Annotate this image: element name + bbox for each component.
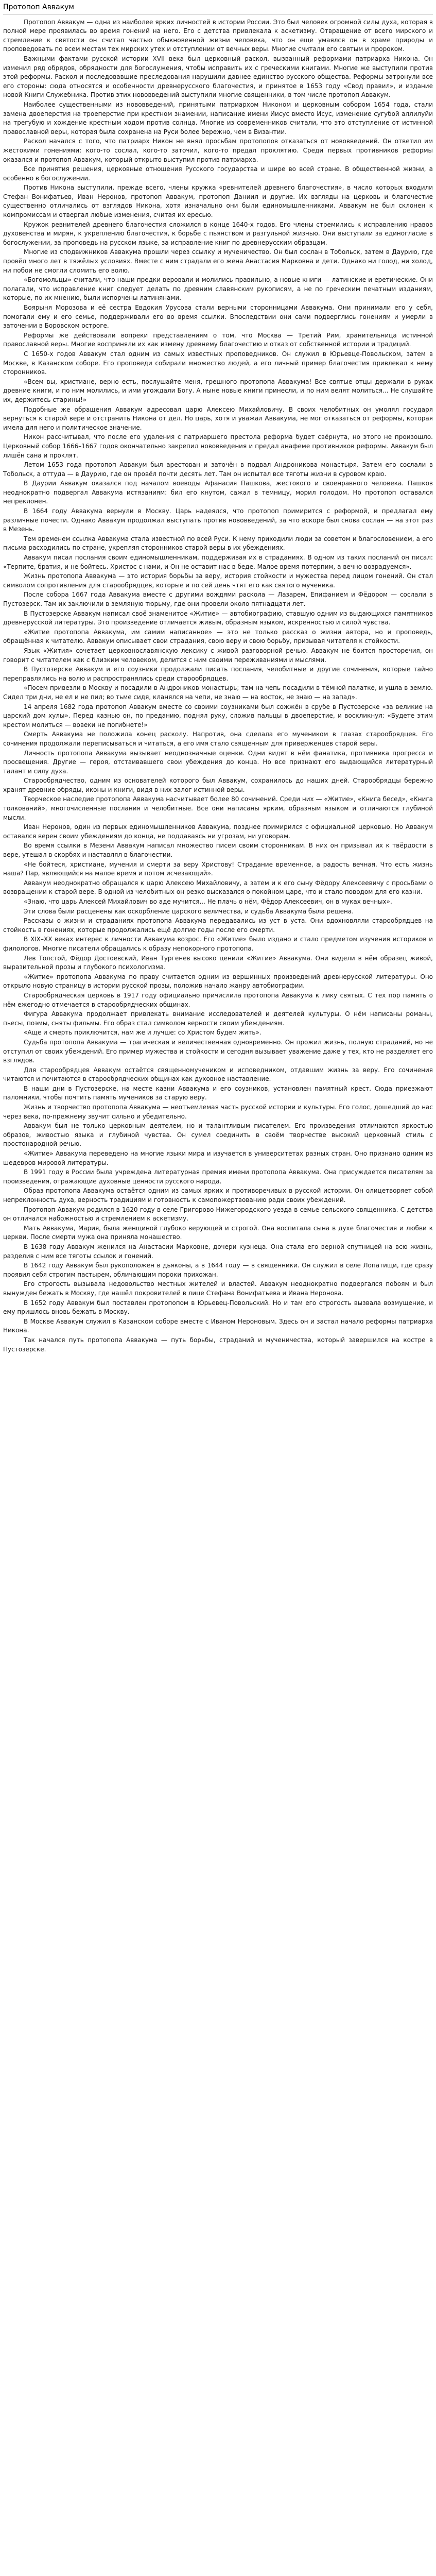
paragraph: Протопоп Аввакум — одна из наиболее ярких личностей в истории России. Это был человек огромной силы духа, которая в полной мере проявилась во время гонений на него. Его с детства привлекала к аскетизму. Отвращение от всего мирского и стремление к святости он считал частью обыкновенной жизни человека, что он еще умаялся он в храме природы и проповедовать по всем местам тех мирских утех и отступлении от вечных веры. Многие считали его святым и пророком. bbox=[3, 18, 433, 53]
paragraph: В наши дни в Пустозерске, на месте казни Аввакума и его соузников, установлен памятный крест. Сюда приезжают паломники, чтобы почтить память мучеников за старую веру. bbox=[3, 1084, 433, 1101]
page-title: Протопоп Аввакум bbox=[3, 3, 433, 15]
paragraph: В 1664 году Аввакума вернули в Москву. Царь надеялся, что протопоп примирится с реформой, и предлагал ему различные почести. Однако Аввакум продолжал выступать против нововведений, за что вскоре был снова сослан — на этот раз в Мезень. bbox=[3, 507, 433, 533]
paragraph: Судьба протопопа Аввакума — трагическая и величественная одновременно. Он прожил жизнь, полную страданий, но не отступил от своих убеждений. Его пример мужества и стойкости и сегодня вызывает уважение даже у тех, кто не разделяет его взглядов. bbox=[3, 1038, 433, 1064]
paragraph: Все принятия решения, церковные отношения Русского государства и шире во всей стране. В общественной жизни, а особенно в богослужении. bbox=[3, 165, 433, 182]
paragraph: Реформы же действовали вопреки представлениям о том, что Москва — Третий Рим, хранительница истинной православной веры. Многие восприняли их как измену древнему благочестию и отказ от собственной истории и традиций. bbox=[3, 331, 433, 348]
paragraph: После собора 1667 года Аввакума вместе с другими вождями раскола — Лазарем, Епифанием и Фёдором — сослали в Пустозерск. Там их заключили в земляную тюрьму, где они провели около пятнадцати лет. bbox=[3, 591, 433, 607]
paragraph: Жизнь и творчество протопопа Аввакума — неотъемлемая часть русской истории и культуры. Его голос, дошедший до нас через века, по-прежнему звучит сильно и убедительно. bbox=[3, 1104, 433, 1120]
paragraph: С 1650-х годов Аввакум стал одним из самых известных проповедников. Он служил в Юрьевце-Повольском, затем в Москве, в Казанском соборе. Его проповеди собирали множество людей, а его личный пример благочестия привлекал к нему сторонников. bbox=[3, 350, 433, 376]
paragraph: Иван Неронов, один из первых единомышленников Аввакума, позднее примирился с официальной церковью. Но Аввакум оставался верен своим убеждениям до конца, не поддаваясь ни угрозам, ни уговорам. bbox=[3, 823, 433, 840]
paragraph: Аввакум был не только церковным деятелем, но и талантливым писателем. Его произведения отличаются яркостью образов, живостью языка и глубиной чувства. Он сумел соединить в своём творчестве высокий церковный стиль с простонародной речью. bbox=[3, 1122, 433, 1148]
paragraph: В 1642 году Аввакум был рукоположен в дьяконы, а в 1644 году — в священники. Он служил в селе Лопатищи, где сразу проявил себя строгим пастырем, обличающим пороки прихожан. bbox=[3, 1262, 433, 1278]
paragraph: Старообрядчество, одним из основателей которого был Аввакум, сохранилось до наших дней. Старообрядцы бережно хранят древние обряды, иконы и книги, видя в них залог истинной веры. bbox=[3, 777, 433, 793]
paragraph: Никон рассчитывал, что после его удаления с патриаршего престола реформа будет свёрнута, но этого не произошло. Церковный собор 1666–1667 годов окончательно закрепил нововведения и предал анафеме противников реформы. Аввакум был лишён сана и проклят. bbox=[3, 433, 433, 459]
paragraph: Старообрядческая церковь в 1917 году официально причислила протопопа Аввакума к лику святых. С тех пор память о нём ежегодно отмечается в старообрядческих общинах. bbox=[3, 991, 433, 1008]
paragraph: Аввакум писал послания своим единомышленникам, поддерживая их в страданиях. В одном из таких посланий он писал: «Терпите, братия, и не бойтесь. Христос с нами, и Он не оставит нас в беде. Малое время потерпим, а вечно возрадуемся». bbox=[3, 554, 433, 570]
paragraph: Рассказы о жизни и страданиях протопопа Аввакума передавались из уст в уста. Они вдохновляли старообрядцев на стойкость в гонениях, которые продолжались ещё долгие годы после его смерти. bbox=[3, 917, 433, 934]
paragraph: Для старообрядцев Аввакум остаётся священномучеником и исповедником, отдавшим жизнь за веру. Его сочинения читаются и почитаются в старообрядческих общинах как духовное наставление. bbox=[3, 1066, 433, 1083]
document-body bbox=[3, 18, 433, 1354]
paragraph: Фигура Аввакума продолжает привлекать внимание исследователей и деятелей культуры. О нём написаны романы, пьесы, поэмы, сняты фильмы. Его образ стал символом верности своим убеждениям. bbox=[3, 1010, 433, 1027]
paragraph: Личность протопопа Аввакума вызывает неоднозначные оценки. Одни видят в нём фанатика, противника прогресса и просвещения. Другие — героя, отстаивавшего свои убеждения до конца. Но все признают его выдающийся литературный талант и силу духа. bbox=[3, 749, 433, 775]
paragraph: Кружок ревнителей древнего благочестия сложился в конце 1640-х годов. Его члены стремились к исправлению нравов духовенства и мирян, к укреплению благочестия, к борьбе с пьянством и разгульной жизнью. Они выступали за единогласие в богослужении, за проповедь на русском языке, за исправление книг по древнерусским образцам. bbox=[3, 221, 433, 246]
paragraph: Мать Аввакума, Мария, была женщиной глубоко верующей и строгой. Она воспитала сына в духе благочестия и любви к церкви. После смерти мужа она приняла монашество. bbox=[3, 1224, 433, 1241]
paragraph: Протопоп Аввакум родился в 1620 году в селе Григорово Нижегородского уезда в семье сельского священника. С детства он отличался набожностью и стремлением к аскетизму. bbox=[3, 1206, 433, 1223]
paragraph: В Даурии Аввакум оказался под началом воеводы Афанасия Пашкова, жестокого и своенравного человека. Пашков неоднократно подвергал Аввакума истязаниям: бил его кнутом, сажал в темницу, морил голодом. Но протопоп оставался непреклонен. bbox=[3, 480, 433, 505]
paragraph: Аввакум неоднократно обращался к царю Алексею Михайловичу, а затем и к его сыну Фёдору Алексеевичу с просьбами о возвращении к старой вере. В одной из челобитных он резко высказался о покойном царе, что и стало поводом для его казни. bbox=[3, 879, 433, 896]
paragraph: «Богомольцы» считали, что наши предки веровали и молились правильно, а новые книги — латинские и еретические. Они полагали, что исправление книг следует делать по древним славянским рукописям, а не по греческим печатным изданиям, которые, по их мнению, были испорчены латинянами. bbox=[3, 276, 433, 302]
paragraph: Образ протопопа Аввакума остаётся одним из самых ярких и противоречивых в русской истории. Он олицетворяет собой непреклонность духа, верность традициям и готовность к самопожертвованию ради своих убеждений. bbox=[3, 1187, 433, 1204]
paragraph: Во время ссылки в Мезени Аввакум написал множество писем своим сторонникам. В них он призывал их к твёрдости в вере, утешал в скорбях и наставлял в благочестии. bbox=[3, 842, 433, 859]
paragraph: «Всем вы, христиане, верно есть, послушайте меня, грешного протопопа Аввакума! Все святые отцы держали в руках древние книги, и по ним молились, и ими угождали Богу. А ныне новые книги принесли, и по ним велят молиться... Не слушайте их, держитесь старины!» bbox=[3, 378, 433, 403]
paragraph: «Житие» протопопа Аввакума по праву считается одним из вершинных произведений древнерусской литературы. Оно открыло новую страницу в истории русской прозы, положив начало жанру автобиографии. bbox=[3, 973, 433, 990]
paragraph: Его строгость вызывала недовольство местных жителей и властей. Аввакум неоднократно подвергался побоям и был вынужден бежать в Москву, где нашёл покровителей в лице Стефана Вонифатьева и Ивана Неронова. bbox=[3, 1280, 433, 1297]
paragraph: В Пустозерске Аввакум и его соузники продолжали писать послания, челобитные и другие сочинения, которые тайно переправлялись на волю и распространялись среди старообрядцев. bbox=[3, 666, 433, 682]
paragraph: Многие из сподвижников Аввакума прошли через ссылку и мученичество. Он был сослан в Тобольск, затем в Даурию, где провёл много лет в тяжёлых условиях. Вместе с ним страдали его жена Анастасия Марковна и дети. Однако ни голод, ни холод, ни побои не смогли сломить его волю. bbox=[3, 248, 433, 274]
paragraph: «Посем привезли в Москву и посадили в Андроников монастырь; там на чепь посадили в тёмной палатке, и ушла в землю. Сидел три дни, не ел и не пил; во тьме сидя, кланялся на чепи, не знаю — на восток, не знаю — на запад». bbox=[3, 684, 433, 701]
paragraph: Тем временем ссылка Аввакума стала известной по всей Руси. К нему приходили люди за советом и благословением, а его письма расходились по стране, укрепляя сторонников старой веры в их убеждениях. bbox=[3, 535, 433, 552]
paragraph: Против Никона выступили, прежде всего, члены кружка «ревнителей древнего благочестия», в число которых входили Стефан Вонифатьев, Иван Неронов, протопоп Аввакум, протопоп Даниил и другие. Их взгляды на церковь и благочестие существенно отличались от взглядов Никона, хотя изначально они были единомышленниками. Аввакум не был склонен к компромиссам и отвергал любые изменения, считая их ересью. bbox=[3, 184, 433, 219]
paragraph: Боярыня Морозова и её сестра Евдокия Урусова стали верными сторонницами Аввакума. Они принимали его у себя, помогали ему и его семье, поддерживали его во время ссылки. Впоследствии они сами подверглись гонениям и умерли в заточении в Боровском остроге. bbox=[3, 304, 433, 330]
paragraph: «Знаю, что царь Алексей Михайлович во аде мучится... Не плачь о нём, Фёдор Алексеевич, он в муках вечных». bbox=[24, 898, 392, 905]
paragraph: В XIX–XX веках интерес к личности Аввакума возрос. Его «Житие» было издано и стало предметом изучения историков и филологов. Многие писатели обращались к образу непокорного протопопа. bbox=[3, 936, 433, 952]
paragraph: Наиболее существенными из нововведений, принятыми патриархом Никоном и церковным собором 1654 года, стали замена двоеперстия на троеперстие при крестном знамении, написание имени Иисус вместо Исус, изменение сугубой аллилуйи на трегубую и хождение крестным ходом против солнца. Многие из современников считали, что это отступление от истинной православной веры, которая была сохранена на Руси более бережно, чем в Византии. bbox=[3, 100, 433, 135]
paragraph: «Аще и смерть приключится, нам же и лучше: со Христом будем жить». bbox=[24, 1029, 261, 1037]
paragraph: В Москве Аввакум служил в Казанском соборе вместе с Иваном Нероновым. Здесь он и застал начало реформы патриарха Никона. bbox=[3, 1317, 433, 1334]
paragraph: Лев Толстой, Фёдор Достоевский, Иван Тургенев высоко ценили «Житие» Аввакума. Они видели в нём образец живой, выразительной прозы и глубокого психологизма. bbox=[3, 954, 433, 971]
paragraph: Жизнь протопопа Аввакума — это история борьбы за веру, история стойкости и мужества перед лицом гонений. Он стал символом сопротивления для старообрядцев, которые и по сей день чтят его как святого мученика. bbox=[3, 572, 433, 589]
paragraph: Раскол начался с того, что патриарх Никон не внял просьбам протопопов отказаться от нововведений. Он ответил им жестокими гонениями: кого-то сослал, кого-то заточил, кого-то предал проклятию. Среди первых противников реформы оказался и протопоп Аввакум, который открыто выступил против патриарха. bbox=[3, 138, 433, 163]
paragraph: Подобные же обращения Аввакум адресовал царю Алексею Михайловичу. В своих челобитных он умолял государя вернуться к старой вере и отстранить Никона от дел. Но царь, хотя и уважал Аввакума, не мог отказаться от реформы, которая имела для него и политическое значение. bbox=[3, 405, 433, 431]
paragraph: «Житие» Аввакума переведено на многие языки мира и изучается в университетах разных стран. Оно признано одним из шедевров мировой литературы. bbox=[3, 1150, 433, 1166]
paragraph: Эти слова были расценены как оскорбление царского величества, и судьба Аввакума была решена. bbox=[24, 907, 354, 915]
paragraph: «Житие протопопа Аввакума, им самим написанное» — это не только рассказ о жизни автора, но и проповедь, обращённая к читателю. Аввакум описывает свои страдания, свою веру и свою борьбу, призывая читателя к стойкости. bbox=[3, 628, 433, 645]
paragraph: В 1638 году Аввакум женился на Анастасии Марковне, дочери кузнеца. Она стала его верной спутницей на всю жизнь, разделив с ним все тяготы ссылок и гонений. bbox=[3, 1243, 433, 1260]
paragraph: В 1991 году в России была учреждена литературная премия имени протопопа Аввакума. Она присуждается писателям за произведения, отражающие духовные ценности русского народа. bbox=[3, 1168, 433, 1185]
paragraph: В 1652 году Аввакум был поставлен протопопом в Юрьевец-Повольский. Но и там его строгость вызвала возмущение, и ему пришлось вновь бежать в Москву. bbox=[3, 1299, 433, 1316]
paragraph: Летом 1653 года протопоп Аввакум был арестован и заточён в подвал Андроникова монастыря. Затем его сослали в Тобольск, а оттуда — в Даурию, где он провёл почти десять лет. Там он испытал все тяготы жизни в суровом краю. bbox=[3, 461, 433, 478]
paragraph: «Не бойтеся, христиане, мучения и смерти за веру Христову! Страдание временное, а радость вечная. Что есть жизнь наша? Пар, являющийся на малое время и потом исчезающий». bbox=[3, 860, 433, 877]
paragraph: В Пустозерске Аввакум написал своё знаменитое «Житие» — автобиографию, ставшую одним из выдающихся памятников древнерусской литературы. Это произведение отличается живым, образным языком, искренностью и силой чувства. bbox=[3, 609, 433, 626]
paragraph: Важными фактами русской истории XVII века был церковный раскол, вызванный реформами патриарха Никона. Он изменил ряд обрядов, обрядности для богослужения, чтобы исправить их с греческими книгами. Многие же выступили против этой реформы. Раскол и последовавшие преследования нарушили давнее единство русского общества. Реформы затронули все его стороны: сюда относятся и особенности древнерусского благочестия, и принятое в 1653 году «Свод правил», и издание новой Книги Служебника. Против этих нововведений выступили многие священники, в том числе протопоп Аввакум. bbox=[3, 55, 433, 99]
paragraph: Смерть Аввакума не положила конец расколу. Напротив, она сделала его мучеником в глазах старообрядцев. Его сочинения продолжали переписываться и читаться, а его имя стало священным для приверженцев старой веры. bbox=[3, 731, 433, 747]
paragraph: Язык «Жития» сочетает церковнославянскую лексику с живой разговорной речью. Аввакум не боится просторечия, он говорит с читателем как с близким человеком, делится с ним своими переживаниями и мыслями. bbox=[3, 647, 433, 664]
paragraph: Так начался путь протопопа Аввакума — путь борьбы, страданий и мученичества, который завершился на костре в Пустозерске. bbox=[3, 1336, 433, 1353]
paragraph: Творческое наследие протопопа Аввакума насчитывает более 80 сочинений. Среди них — «Житие», «Книга бесед», «Книга толкований», многочисленные послания и челобитные. Все они написаны ярким, образным языком и отличаются глубиной мысли. bbox=[3, 795, 433, 821]
paragraph: 14 апреля 1682 года протопоп Аввакум вместе со своими соузниками был сожжён в срубе в Пустозерске «за великие на царский дом хулы». Перед казнью он, по преданию, поднял руку, сложив пальцы в двоеперстие, и воскликнул: «Будете этим крестом молиться — вовеки не погибнете!» bbox=[3, 703, 433, 728]
